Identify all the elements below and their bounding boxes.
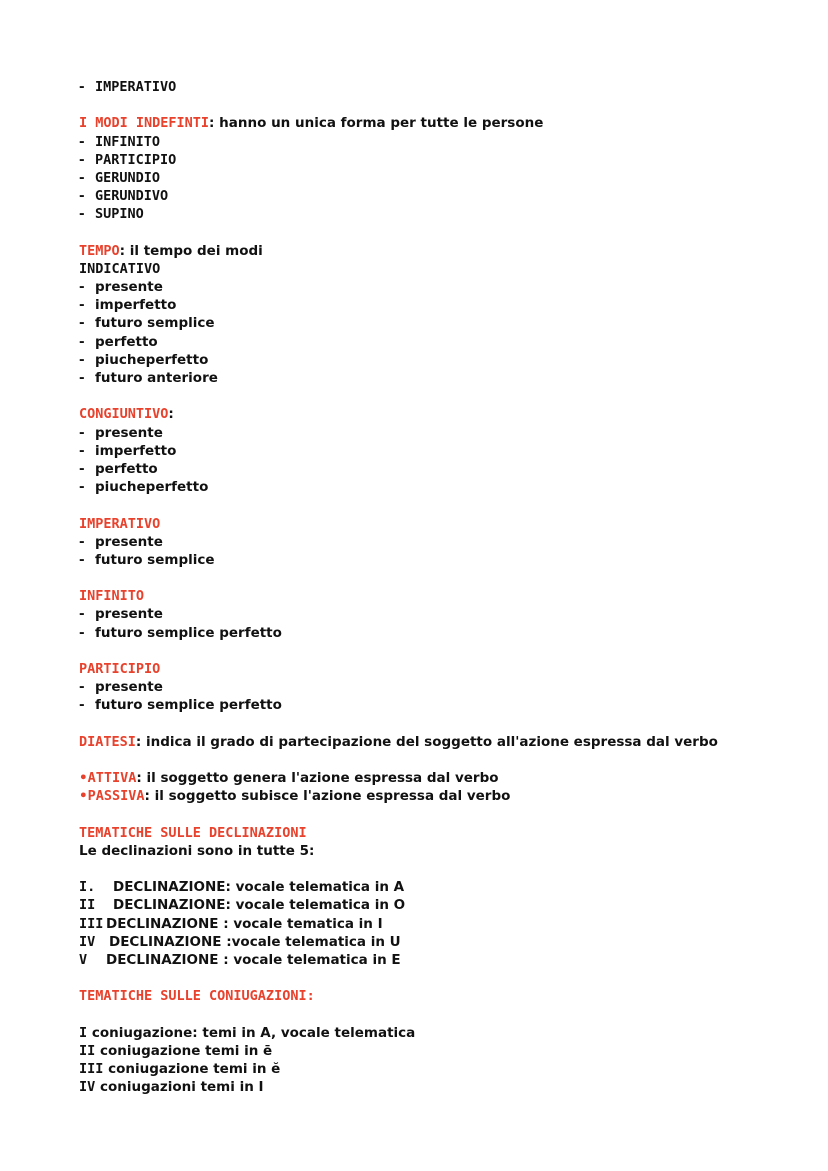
list-item: - PARTICIPIO — [79, 151, 177, 168]
tempo-heading: TEMPO: il tempo dei modi — [79, 242, 263, 259]
list-item: - perfetto — [79, 460, 158, 477]
list-item: - piucheperfetto — [79, 479, 209, 496]
list-item: - presente — [79, 533, 163, 550]
list-item: - futuro semplice perfetto — [79, 624, 282, 641]
coniugazione-row: I coniugazione: temi in A, vocale telematica — [79, 1024, 416, 1041]
list-item: - imperfetto — [79, 442, 177, 459]
list-item: - piucheperfetto — [79, 351, 209, 368]
coniugazione-row: II coniugazione temi in ē — [79, 1042, 273, 1059]
declinazione-row: I. DECLINAZIONE: vocale telematica in A — [79, 879, 405, 896]
declinazione-row: III DECLINAZIONE : vocale tematica in I — [79, 915, 383, 932]
declinazioni-intro: Le declinazioni sono in tutte 5: — [79, 842, 315, 859]
coniugazione-row: IV coniugazioni temi in I — [79, 1079, 264, 1096]
declinazione-row: IV DECLINAZIONE :vocale telematica in U — [79, 933, 401, 950]
list-item: - futuro anteriore — [79, 370, 218, 386]
list-item: - IMPERATIVO — [79, 79, 177, 95]
coniugazione-row: III coniugazione temi in ĕ — [79, 1061, 281, 1078]
infinito-heading: INFINITO — [79, 588, 145, 605]
diatesi-passiva: •PASSIVA: il soggetto subisce l'azione espressa dal verbo — [79, 788, 511, 805]
notes-page — [79, 78, 799, 1097]
list-item: - perfetto — [79, 333, 158, 350]
list-item: - presente — [79, 424, 163, 441]
participio-heading: PARTICIPIO — [79, 661, 161, 677]
list-item: - SUPINO — [79, 206, 144, 223]
list-item: - futuro semplice — [79, 551, 215, 568]
list-item: - imperfetto — [79, 297, 177, 314]
list-item: - presente — [79, 606, 163, 623]
list-item: - futuro semplice — [79, 315, 215, 332]
list-item: - INFINITO — [79, 133, 161, 150]
list-item: - GERUNDIO — [79, 169, 161, 186]
list-item: - presente — [79, 679, 163, 696]
list-item: - GERUNDIVO — [79, 188, 169, 205]
declinazioni-heading: TEMATICHE SULLE DECLINAZIONI — [79, 824, 307, 841]
bullet-dash: - — [79, 79, 85, 95]
indicativo-subheading: INDICATIVO — [79, 260, 161, 277]
diatesi-heading: DIATESI: indica il grado di partecipazione del soggetto all'azione espressa dal verbo — [79, 733, 718, 750]
imperativo-heading: IMPERATIVO — [79, 515, 161, 532]
declinazione-row: V DECLINAZIONE : vocale telematica in E — [79, 952, 401, 968]
list-item: - presente — [79, 279, 163, 296]
modi-indefiniti-heading: I MODI INDEFINTI: hanno un unica forma per tutte le persone — [79, 115, 544, 132]
congiuntivo-heading: CONGIUNTIVO: — [79, 406, 174, 423]
list-item: - futuro semplice perfetto — [79, 697, 282, 714]
declinazione-row: II DECLINAZIONE: vocale telematica in O — [79, 897, 406, 914]
diatesi-attiva: •ATTIVA: il soggetto genera l'azione espressa dal verbo — [79, 770, 499, 787]
coniugazioni-heading: TEMATICHE SULLE CONIUGAZIONI: — [79, 988, 315, 1005]
